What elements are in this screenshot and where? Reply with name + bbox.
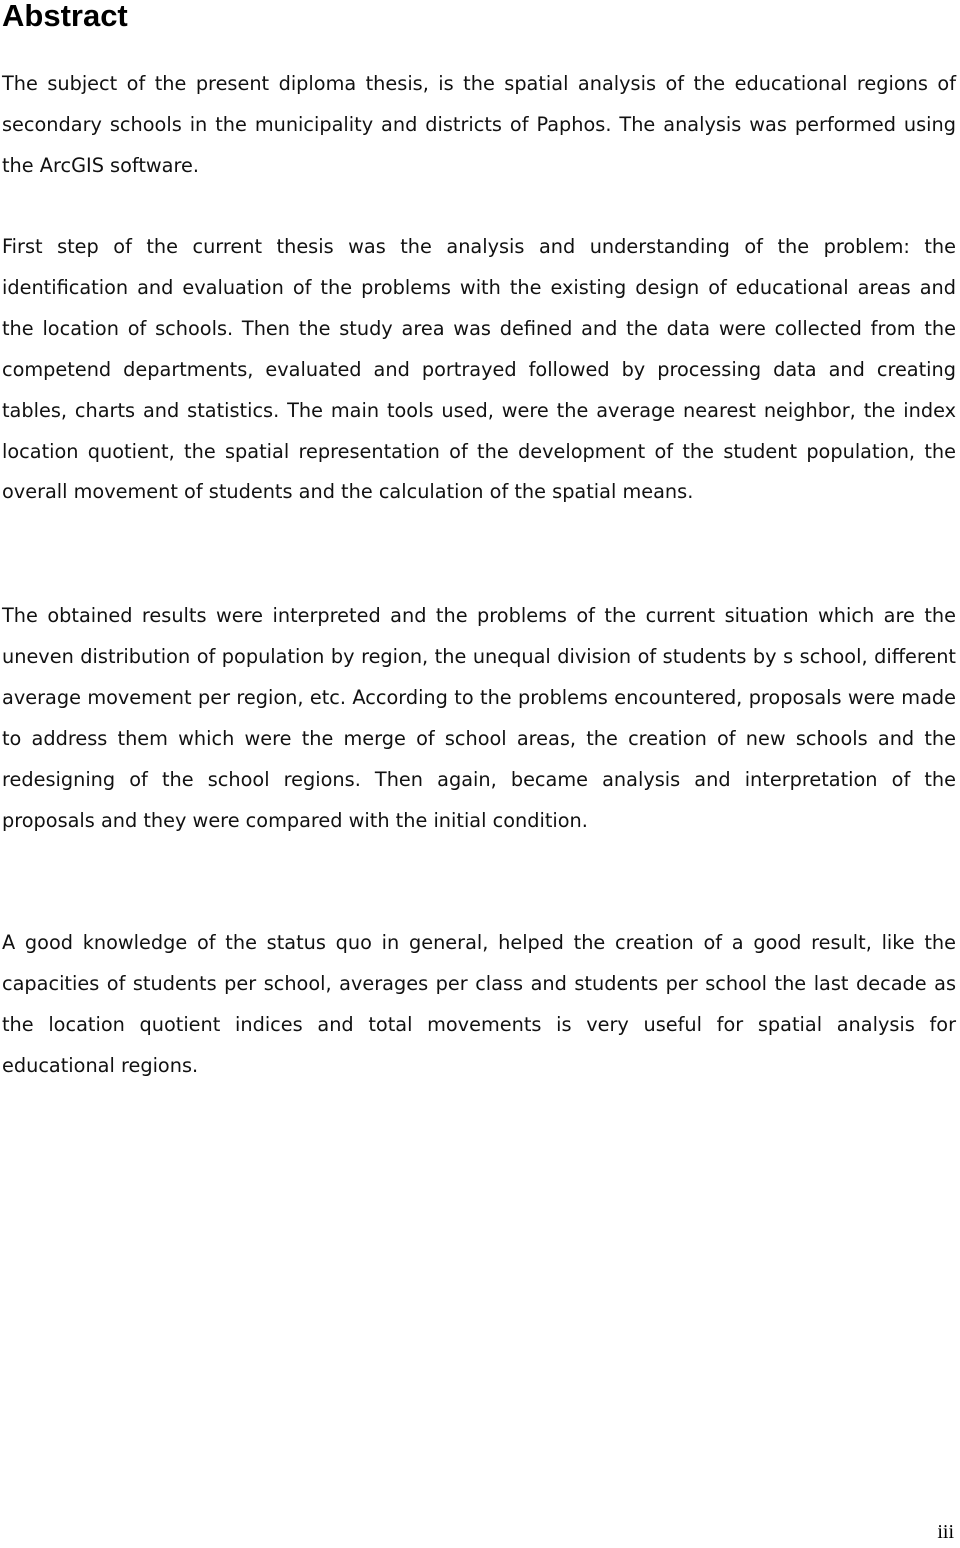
paragraph-1: The subject of the present diploma thesis, is the spatial analysis of the educational regions of secondary schools in the municipality and districts of Paphos. The analysis was performed using the ArcGIS software. bbox=[2, 72, 956, 177]
section-heading: Abstract bbox=[2, 0, 128, 33]
page-number: iii bbox=[937, 1521, 954, 1543]
paragraph-4: A good knowledge of the status quo in general, helped the creation of a good result, like the capacities of students per school, averages per class and students per school the last decade as the location quotient indices and total movements is very useful for spatial analysis for educational regions. bbox=[2, 931, 956, 1077]
paragraph-2: First step of the current thesis was the analysis and understanding of the problem: the identification and evaluation of the problems with the existing design of educational areas and the location of schools. Then the study area was defined and the data were collected from the competend departments, evaluated and portrayed followed by processing data and creating tables, charts and statistics. The main tools used, were the average nearest neighbor, the index location quotient, the spatial representation of the development of the student population, the overall movement of students and the calculation of the spatial means. bbox=[2, 235, 956, 504]
paragraph-3: The obtained results were interpreted and the problems of the current situation which are the uneven distribution of population by region, the unequal division of students by s school, different average movement per region, etc. According to the problems encountered, proposals were made to address them which were the merge of school areas, the creation of new schools and the redesigning of the school regions. Then again, became analysis and interpretation of the proposals and they were compared with the initial condition. bbox=[2, 604, 956, 832]
